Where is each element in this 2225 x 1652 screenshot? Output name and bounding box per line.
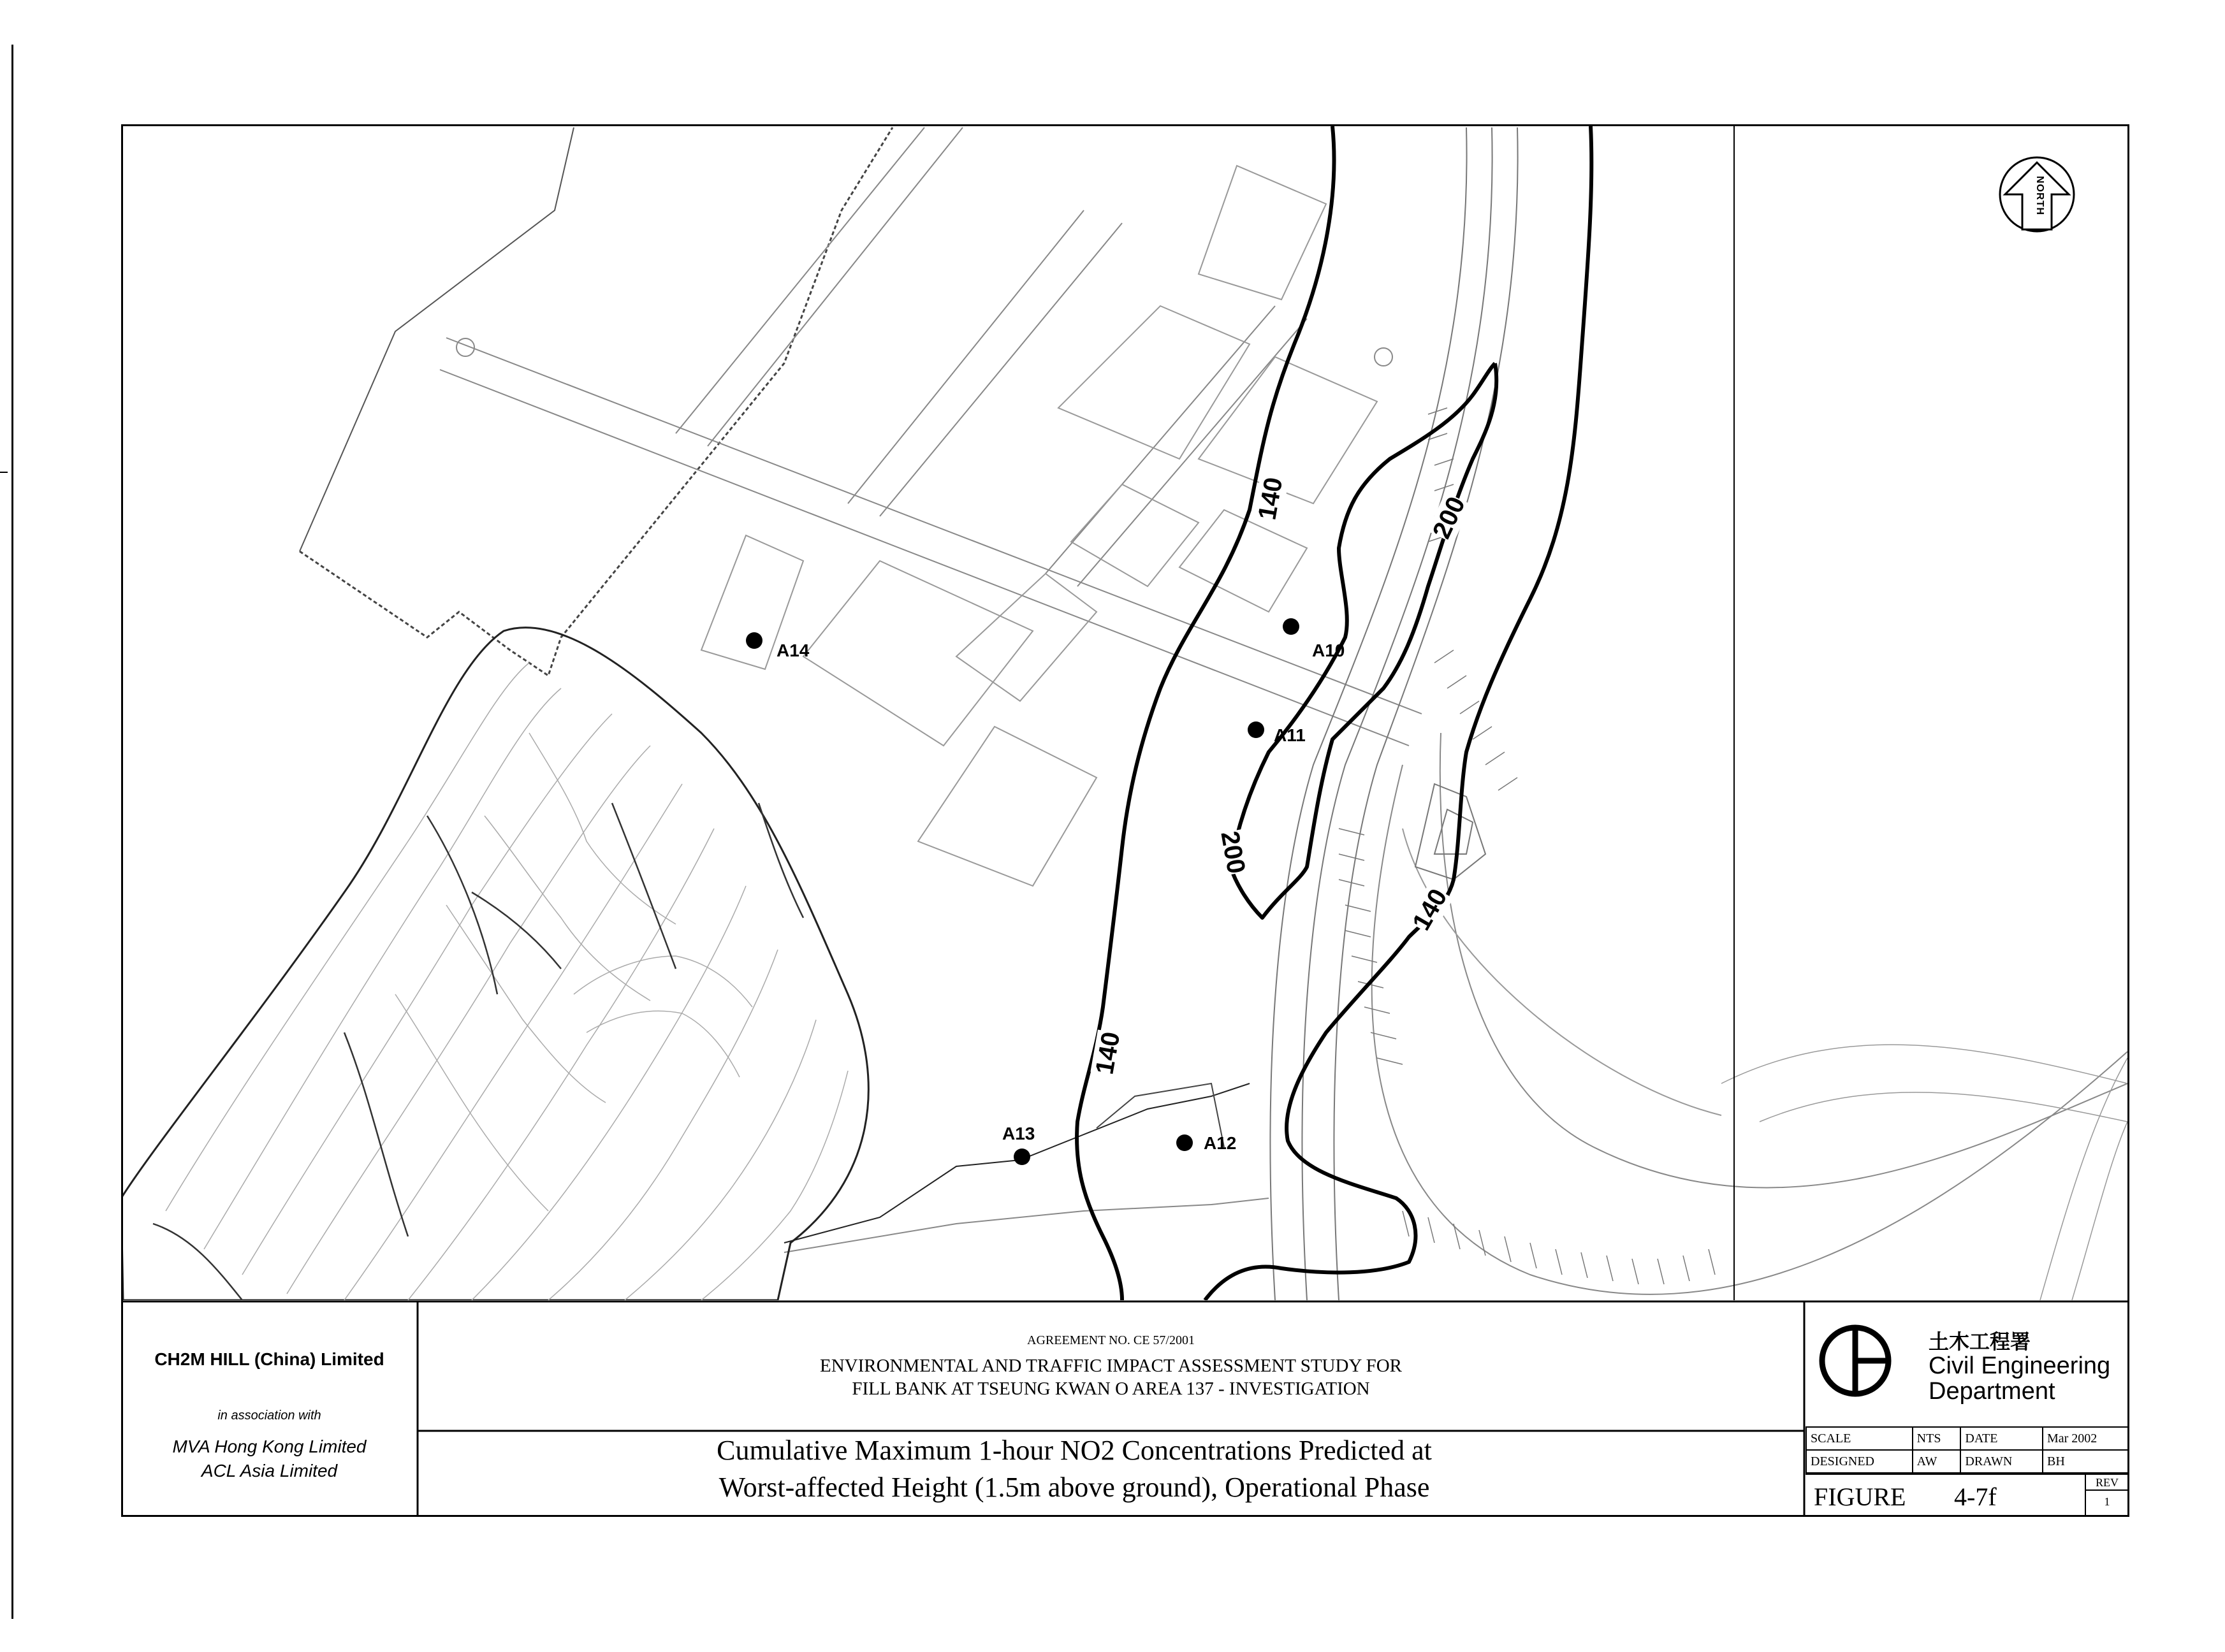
contour-label-140-east: 140 xyxy=(1407,884,1453,936)
receiver-dot-a13 xyxy=(1014,1148,1030,1165)
contour-label-200-south: 200 xyxy=(1215,829,1251,876)
agreement-number: AGREEMENT NO. CE 57/2001 xyxy=(1027,1333,1195,1347)
date-label: DATE xyxy=(1960,1427,2043,1450)
drawn-label: DRAWN xyxy=(1960,1450,2043,1473)
dept-chinese: 土木工程署 xyxy=(1929,1330,2031,1354)
receiver-label-a12: A12 xyxy=(1204,1133,1237,1153)
designed-label: DESIGNED xyxy=(1806,1450,1913,1473)
study-title-line-1: ENVIRONMENTAL AND TRAFFIC IMPACT ASSESSMENT STUDY FOR xyxy=(820,1356,1402,1376)
study-title-line-2: FILL BANK AT TSEUNG KWAN O AREA 137 - INVESTIGATION xyxy=(852,1379,1370,1399)
figure-title-line-2: Worst-affected Height (1.5m above ground), Operational Phase xyxy=(719,1472,1430,1503)
dept-line-2: Department xyxy=(1929,1378,2055,1405)
scale-label: SCALE xyxy=(1806,1427,1913,1450)
consultant-name: CH2M HILL (China) Limited xyxy=(154,1349,384,1369)
figure-number: 4-7f xyxy=(1954,1482,1997,1511)
figure-label: FIGURE xyxy=(1814,1482,1906,1511)
receiver-label-a10: A10 xyxy=(1312,641,1345,660)
figure-title-line-1: Cumulative Maximum 1-hour NO2 Concentrations Predicted at xyxy=(717,1435,1432,1466)
association-text: in association with xyxy=(217,1409,321,1423)
contour-label-200-north: 200 xyxy=(1427,492,1471,543)
hill-outline xyxy=(121,628,868,1300)
date-value: Mar 2002 xyxy=(2043,1427,2129,1450)
partner-2: ACL Asia Limited xyxy=(201,1461,338,1481)
rev-label: REV xyxy=(2085,1476,2129,1491)
receiver-label-a14: A14 xyxy=(777,641,810,660)
dept-line-1: Civil Engineering xyxy=(1929,1352,2111,1379)
north-label: NORTH xyxy=(2034,176,2045,215)
drawing-info-table xyxy=(1806,1426,2129,1474)
receiver-label-a13: A13 xyxy=(1002,1124,1035,1143)
contour-140-east xyxy=(1205,126,1591,1300)
receiver-dot-a14 xyxy=(746,632,762,649)
partner-1: MVA Hong Kong Limited xyxy=(172,1437,367,1456)
receiver-dot-a10 xyxy=(1283,618,1299,635)
ced-logo-icon xyxy=(1822,1328,1888,1394)
site-boundary xyxy=(300,127,893,676)
receiver-dot-a11 xyxy=(1248,721,1264,738)
scale-value: NTS xyxy=(1913,1427,1961,1450)
contour-140-west xyxy=(1077,126,1334,1300)
contour-label-140-north: 140 xyxy=(1253,475,1288,523)
receiver-label-a11: A11 xyxy=(1274,725,1306,745)
drawn-value: BH xyxy=(2043,1450,2129,1473)
receiver-dot-a12 xyxy=(1176,1134,1193,1151)
rev-value: 1 xyxy=(2104,1495,2110,1508)
contour-label-140-south: 140 xyxy=(1090,1029,1126,1077)
designed-value: AW xyxy=(1913,1450,1961,1473)
